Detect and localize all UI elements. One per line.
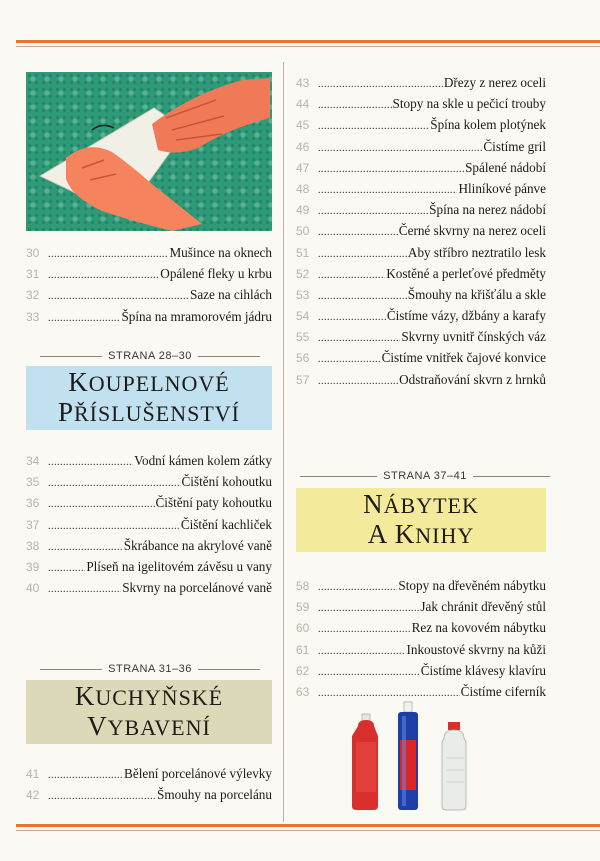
range-line-right <box>198 669 260 670</box>
range-line-left <box>40 669 102 670</box>
toc-item[interactable] <box>296 181 546 202</box>
bottom-rule <box>16 824 600 827</box>
toc-item[interactable] <box>296 308 546 329</box>
toc-item[interactable] <box>296 96 546 117</box>
page-number: 41 <box>26 767 40 781</box>
entry-title: Aby stříbro neztratilo lesk <box>407 244 546 260</box>
leader-dots <box>48 791 156 802</box>
toc-item[interactable] <box>26 559 272 580</box>
toc-item[interactable] <box>296 139 546 160</box>
bottom-rule-thin <box>16 830 600 831</box>
entry-title: Spálené nádobí <box>465 159 546 175</box>
toc-item[interactable] <box>26 580 272 601</box>
section-range-bathroom <box>40 350 260 362</box>
leader-dots <box>48 542 123 553</box>
leader-dots <box>48 521 180 532</box>
page-number: 44 <box>296 97 310 112</box>
leader-dots <box>318 688 460 699</box>
section-banner-furniture[interactable] <box>296 488 546 552</box>
page-number: 53 <box>296 287 310 302</box>
toc-item[interactable] <box>296 350 546 371</box>
toc-item[interactable] <box>296 223 546 244</box>
banner-line-1: NÁBYTEK <box>363 489 479 519</box>
entry-title: Rez na kovovém nábytku <box>411 620 546 636</box>
toc-item[interactable] <box>296 578 546 599</box>
page-number: 48 <box>296 181 310 196</box>
toc-item[interactable] <box>26 766 272 787</box>
leader-dots <box>48 563 85 574</box>
page-number: 34 <box>26 454 40 468</box>
toc-item[interactable] <box>296 160 546 181</box>
page-number: 36 <box>26 496 40 511</box>
toc-item[interactable] <box>296 599 546 620</box>
section-range-furniture <box>300 470 550 482</box>
entry-title: Čistíme gril <box>483 138 546 154</box>
page-number: 57 <box>296 372 310 387</box>
range-label: STRANA 28–30 <box>108 350 192 362</box>
hands-illustration <box>26 72 272 231</box>
leader-dots <box>48 249 168 260</box>
toc-item[interactable] <box>296 117 546 138</box>
entry-title: Šmouhy na křišťálu a skle <box>407 286 546 302</box>
entry-title: Dřezy z nerez oceli <box>443 75 546 90</box>
page-number: 49 <box>296 203 310 218</box>
entry-title: Čištění kohoutku <box>181 474 272 490</box>
page-number: 58 <box>296 579 310 593</box>
range-line-left <box>40 356 102 357</box>
page-number: 56 <box>296 351 310 366</box>
toc-item[interactable] <box>26 787 272 808</box>
scraper-edge <box>92 125 114 130</box>
leader-dots <box>318 270 385 281</box>
page-number: 47 <box>296 160 310 175</box>
range-label: STRANA 31–36 <box>108 663 192 675</box>
toc-item[interactable] <box>296 75 546 96</box>
entry-title: Odstraňování skvrn z hrnků <box>399 371 546 387</box>
hands-photo <box>26 72 272 231</box>
leader-dots <box>318 333 400 344</box>
page-number: 38 <box>26 538 40 553</box>
page-number: 35 <box>26 475 40 490</box>
page-number: 63 <box>296 684 310 699</box>
entry-title: Jak chránit dřevěný stůl <box>420 599 546 615</box>
page-number: 60 <box>296 621 310 636</box>
right-hand <box>152 78 270 153</box>
leader-dots <box>318 354 381 365</box>
entry-title: Skvrny na porcelánové vaně <box>122 580 272 596</box>
toc-item[interactable] <box>296 372 546 393</box>
entry-title: Špína kolem plotýnek <box>430 117 546 133</box>
top-rule <box>16 40 600 43</box>
entry-title: Inkoustové skvrny na kůži <box>406 641 546 657</box>
toc-item[interactable] <box>26 538 272 559</box>
entry-title: Škrábance na akrylové vaně <box>123 537 272 553</box>
leader-dots <box>48 770 123 781</box>
entry-title: Bělení porcelánové výlevky <box>124 766 272 781</box>
entry-title: Špína na nerez nádobí <box>429 202 546 218</box>
page-number: 42 <box>26 788 40 803</box>
leader-dots <box>48 270 159 281</box>
leader-dots <box>48 478 181 489</box>
entry-title: Skvrny uvnitř čínských váz <box>401 329 546 345</box>
toc-left-list-3 <box>26 766 272 808</box>
toc-right-list-1 <box>296 75 546 393</box>
leader-dots <box>318 249 407 260</box>
toc-item[interactable] <box>296 202 546 223</box>
leader-dots <box>318 227 398 238</box>
leader-dots <box>48 313 120 324</box>
leader-dots <box>318 79 443 90</box>
entry-title: Čistíme vnitřek čajové konvice <box>381 350 546 366</box>
entry-title: Mušince na oknech <box>169 245 272 260</box>
toc-right-list-2 <box>296 578 546 705</box>
entry-title: Šmouhy na porcelánu <box>157 787 272 803</box>
entry-title: Plíseň na igelitovém závěsu u vany <box>86 558 272 574</box>
page-number: 50 <box>296 224 310 239</box>
leader-dots <box>318 646 405 657</box>
leader-dots <box>318 143 482 154</box>
toc-item[interactable] <box>296 642 546 663</box>
toc-item[interactable] <box>296 266 546 287</box>
clear-bottle <box>442 722 466 810</box>
page-number: 32 <box>26 288 40 303</box>
page-number: 33 <box>26 309 40 324</box>
toc-item[interactable] <box>296 329 546 350</box>
entry-title: Černé skvrny na nerez oceli <box>398 223 546 239</box>
entry-title: Hliníkové pánve <box>458 180 546 196</box>
leader-dots <box>48 499 155 510</box>
toc-item[interactable] <box>296 663 546 684</box>
leader-dots <box>318 667 420 678</box>
page-number: 62 <box>296 663 310 678</box>
bottles-photo <box>348 700 480 812</box>
range-line-left <box>300 476 377 477</box>
leader-dots <box>318 185 457 196</box>
leader-dots <box>48 584 121 595</box>
leader-dots <box>318 121 429 132</box>
section-range-kitchen <box>40 663 260 675</box>
red-bottle <box>352 714 378 810</box>
banner-line-2: PŘÍSLUŠENSTVÍ <box>57 397 241 427</box>
page-number: 52 <box>296 266 310 281</box>
page-number: 54 <box>296 309 310 324</box>
section-banner-kitchen[interactable] <box>26 680 272 744</box>
entry-title: Čistíme ciferník <box>460 683 546 699</box>
entry-title: Stopy na skle u pečicí trouby <box>392 96 546 112</box>
page-number: 39 <box>26 559 40 574</box>
toc-item[interactable] <box>26 309 272 330</box>
toc-item[interactable] <box>296 287 546 308</box>
page-number: 46 <box>296 139 310 154</box>
toc-item[interactable] <box>26 245 272 266</box>
banner-line-1: KOUPELNOVÉ <box>68 367 230 397</box>
entry-title: Saze na cihlách <box>189 287 272 303</box>
page-number: 43 <box>296 76 310 90</box>
toc-item[interactable] <box>296 620 546 641</box>
entry-title: Stopy na dřevěném nábytku <box>398 578 546 593</box>
toc-item[interactable] <box>26 266 272 287</box>
toc-item[interactable] <box>26 287 272 308</box>
entry-title: Čistíme klávesy klavíru <box>420 662 546 678</box>
entry-title: Čistíme vázy, džbány a karafy <box>386 308 546 324</box>
leader-dots <box>318 100 392 111</box>
leader-dots <box>318 582 397 593</box>
top-rule-thin <box>16 46 600 47</box>
banner-line-2: A KNIHY <box>367 519 475 549</box>
column-divider <box>283 62 284 822</box>
page-number: 51 <box>296 245 310 260</box>
page-number: 30 <box>26 246 40 260</box>
blue-can <box>398 702 418 810</box>
leader-dots <box>318 624 411 635</box>
toc-left-list-2 <box>26 453 272 601</box>
entry-title: Čištění kachliček <box>180 516 272 532</box>
page-number: 40 <box>26 581 40 596</box>
entry-title: Kostěné a perleťové předměty <box>386 265 546 281</box>
toc-item[interactable] <box>26 453 272 474</box>
leader-dots <box>318 206 428 217</box>
toc-item[interactable] <box>26 495 272 516</box>
page-number: 59 <box>296 600 310 615</box>
entry-title: Opálené fleky u krbu <box>160 266 272 282</box>
leader-dots <box>48 457 133 468</box>
toc-item[interactable] <box>26 517 272 538</box>
page-number: 61 <box>296 642 310 657</box>
leader-dots <box>318 376 398 387</box>
leader-dots <box>318 164 464 175</box>
page-number: 55 <box>296 330 310 345</box>
toc-left-list-1 <box>26 245 272 330</box>
banner-line-1: KUCHYŇSKÉ <box>74 681 224 711</box>
range-line-right <box>473 476 550 477</box>
entry-title: Čištění paty kohoutku <box>155 495 272 511</box>
range-label: STRANA 37–41 <box>383 470 467 482</box>
leader-dots <box>318 603 419 614</box>
toc-item[interactable] <box>26 474 272 495</box>
leader-dots <box>48 291 189 302</box>
page-number: 45 <box>296 118 310 133</box>
range-line-right <box>198 356 260 357</box>
entry-title: Špína na mramorovém jádru <box>121 308 272 324</box>
leader-dots <box>318 312 386 323</box>
toc-item[interactable] <box>296 245 546 266</box>
banner-line-2: VYBAVENÍ <box>87 711 211 741</box>
entry-title: Vodní kámen kolem zátky <box>134 453 272 468</box>
page-number: 37 <box>26 517 40 532</box>
leader-dots <box>318 291 407 302</box>
section-banner-bathroom[interactable] <box>26 366 272 430</box>
page-number: 31 <box>26 267 40 282</box>
